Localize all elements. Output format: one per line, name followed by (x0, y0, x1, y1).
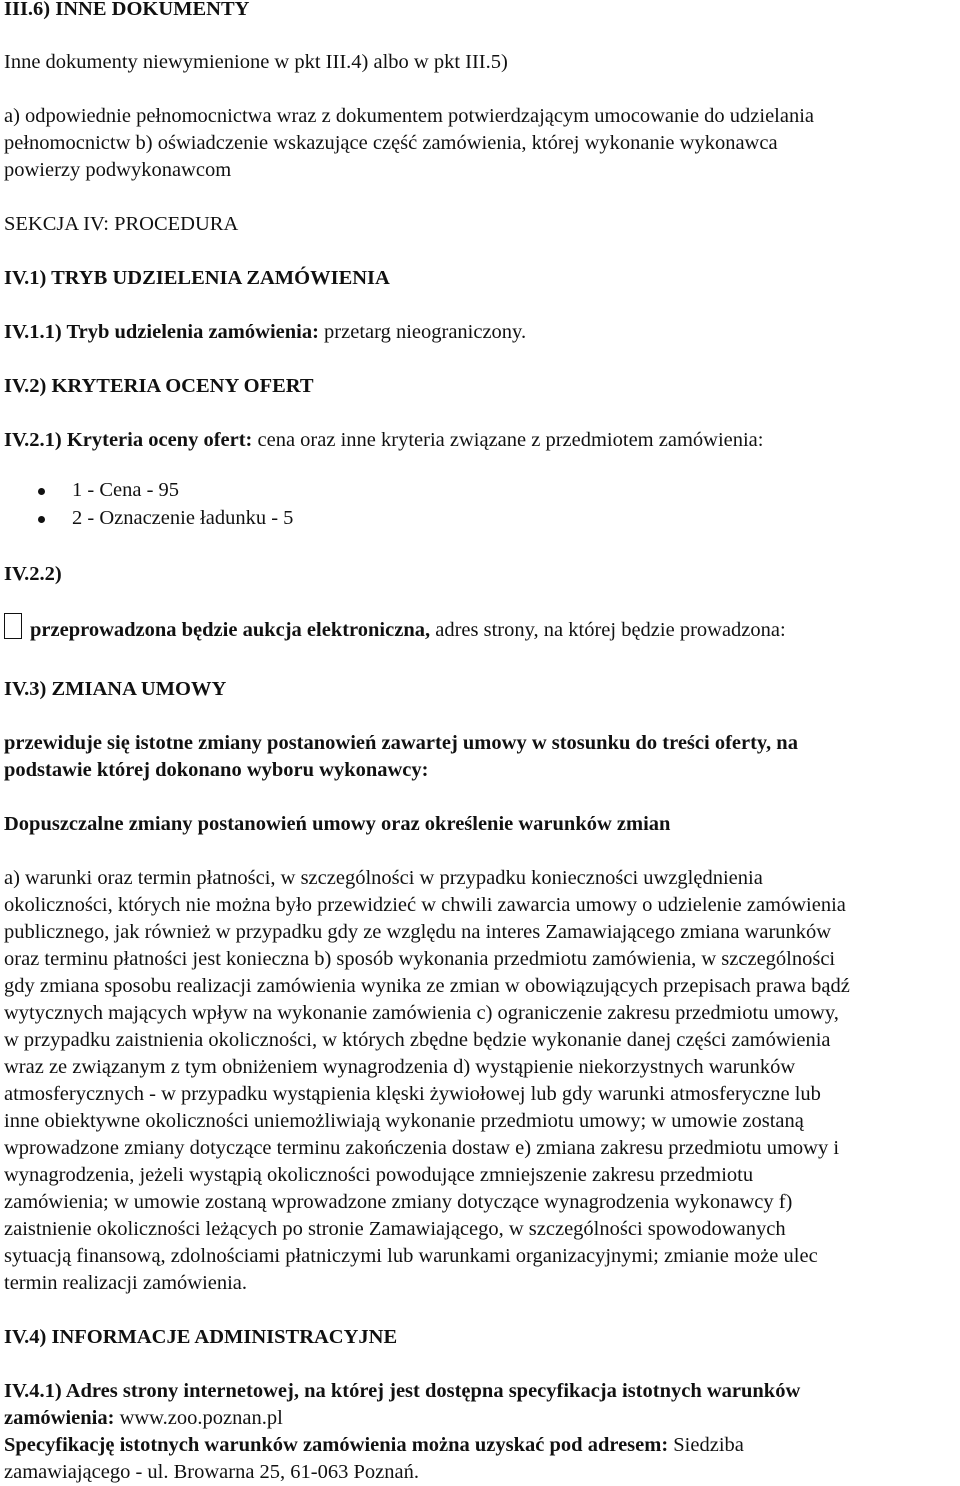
iv3-body-line: okoliczności, których nie można było przewidzieć w chwili zawarcia umowy o udzielenie zamówienia (4, 894, 846, 916)
iv3-body-line: atmosferycznych - w przypadku wystąpienia klęski żywiołowej lub gdy warunki atmosferyczne lub (4, 1083, 821, 1105)
other-documents-line-3: powierzy podwykonawcom (4, 159, 232, 181)
iv3-body-line: wraz ze związanym z tym obniżeniem wynagrodzenia d) wystąpienie niekorzystnych warunków (4, 1056, 796, 1078)
iv41-label-line-2: zamówienia: (4, 1407, 115, 1429)
iv21-row (4, 427, 763, 454)
other-documents-line-1: a) odpowiednie pełnomocnictwa wraz z dokumentem potwierdzającym umocowanie do udzielania (4, 105, 815, 127)
iv4-heading: IV.4) INFORMACJE ADMINISTRACYJNE (4, 1326, 398, 1348)
iv3-body-line: zamówienia; w umowie zostaną wprowadzone zmiany dotyczące wynagrodzenia wykonawcy f) (4, 1191, 793, 1213)
iv3-body-line: wprowadzone zmiany dotyczące terminu zakończenia dostaw e) zmiana zakresu przedmiotu umowy i (4, 1137, 840, 1159)
iv3-subheading: Dopuszczalne zmiany postanowień umowy oraz określenie warunków zmian (4, 813, 671, 835)
iv3-body-line: inne obiektywne okoliczności uniemożliwiają wykonanie przedmiotu umowy; w umowie zostaną (4, 1110, 804, 1132)
iv11-row (4, 319, 526, 346)
iv3-body-line: wytycznych mających wpływ na wykonanie zamówienia c) ograniczenie zakresu przedmiotu umowy, (4, 1002, 839, 1024)
iv3-body-line: oraz terminu płatności jest konieczna b) sposób wykonania przedmiotu zamówienia, w szczególności (4, 948, 836, 970)
iv21-label: IV.2.1) Kryteria oceny ofert: (4, 429, 253, 451)
iv3-heading: IV.3) ZMIANA UMOWY (4, 678, 227, 700)
spec-address-value-1: Siedziba (668, 1434, 744, 1456)
auction-row (30, 617, 786, 644)
specification-url-link[interactable]: www.zoo.poznan.pl (114, 1407, 283, 1429)
spec-address-label: Specyfikację istotnych warunków zamówienia można uzyskać pod adresem: (4, 1434, 669, 1456)
auction-checkbox[interactable] (4, 613, 22, 639)
iv1-heading: IV.1) TRYB UDZIELENIA ZAMÓWIENIA (4, 267, 390, 289)
section-iv-heading: SEKCJA IV: PROCEDURA (4, 213, 239, 235)
iv3-intro-line-2: podstawie której dokonano wyboru wykonawcy: (4, 759, 429, 781)
iv3-body-line: sytuacją finansową, zdolnościami płatniczymi lub warunkami organizacyjnymi; zmianie może ulec (4, 1245, 818, 1267)
iv21-value: cena oraz inne kryteria związane z przedmiotem zamówienia: (252, 429, 764, 451)
iv41-label-line-1: IV.4.1) Adres strony internetowej, na której jest dostępna specyfikacja istotnych warunków (4, 1380, 801, 1402)
iv2-heading: IV.2) KRYTERIA OCENY OFERT (4, 375, 314, 397)
iv41-row-2 (4, 1405, 283, 1432)
iv22-label: IV.2.2) (4, 563, 62, 585)
auction-label: przeprowadzona będzie aukcja elektroniczna, (30, 619, 431, 641)
criteria-list (4, 476, 293, 532)
other-documents-line-2: pełnomocnictw b) oświadczenie wskazujące część zamówienia, której wykonanie wykonawca (4, 132, 778, 154)
other-documents-intro: Inne dokumenty niewymienione w pkt III.4) albo w pkt III.5) (4, 51, 508, 73)
iv11-label: IV.1.1) Tryb udzielenia zamówienia: (4, 321, 319, 343)
criteria-item: 2 - Oznaczenie ładunku - 5 (4, 504, 293, 532)
iv3-body-line: zaistnienie okoliczności leżących po stronie Zamawiającego, w szczególności spowodowanych (4, 1218, 786, 1240)
iv11-value: przetarg nieograniczony. (318, 321, 527, 343)
criteria-item: 1 - Cena - 95 (4, 476, 293, 504)
spec-address-value-2: zamawiającego - ul. Browarna 25, 61-063 Poznań. (4, 1461, 419, 1483)
section-heading-iii6: III.6) INNE DOKUMENTY (4, 0, 250, 20)
iv3-body-line: publicznego, jak również w przypadku gdy ze względu na interes Zamawiającego zmiana warunków (4, 921, 832, 943)
iv3-body-line: a) warunki oraz termin płatności, w szczególności w przypadku konieczności uwzględnienia (4, 867, 763, 889)
iv3-body-line: gdy zmiana sposobu realizacji zamówienia wynika ze zmian w obowiązujących przepisach prawa bądź (4, 975, 850, 997)
spec-address-row (4, 1432, 744, 1459)
iv3-body-line: w przypadku zaistnienia okoliczności, w których zbędne będzie wykonanie danej części zamówienia (4, 1029, 831, 1051)
auction-value: adres strony, na której będzie prowadzona: (430, 619, 786, 641)
iv3-intro-line-1: przewiduje się istotne zmiany postanowień zawartej umowy w stosunku do treści oferty, na (4, 732, 798, 754)
iv3-body-line: termin realizacji zamówienia. (4, 1272, 248, 1294)
iv3-body-line: wynagrodzenia, jeżeli wystąpią okoliczności powodujące zmniejszenie zakresu przedmiotu (4, 1164, 754, 1186)
